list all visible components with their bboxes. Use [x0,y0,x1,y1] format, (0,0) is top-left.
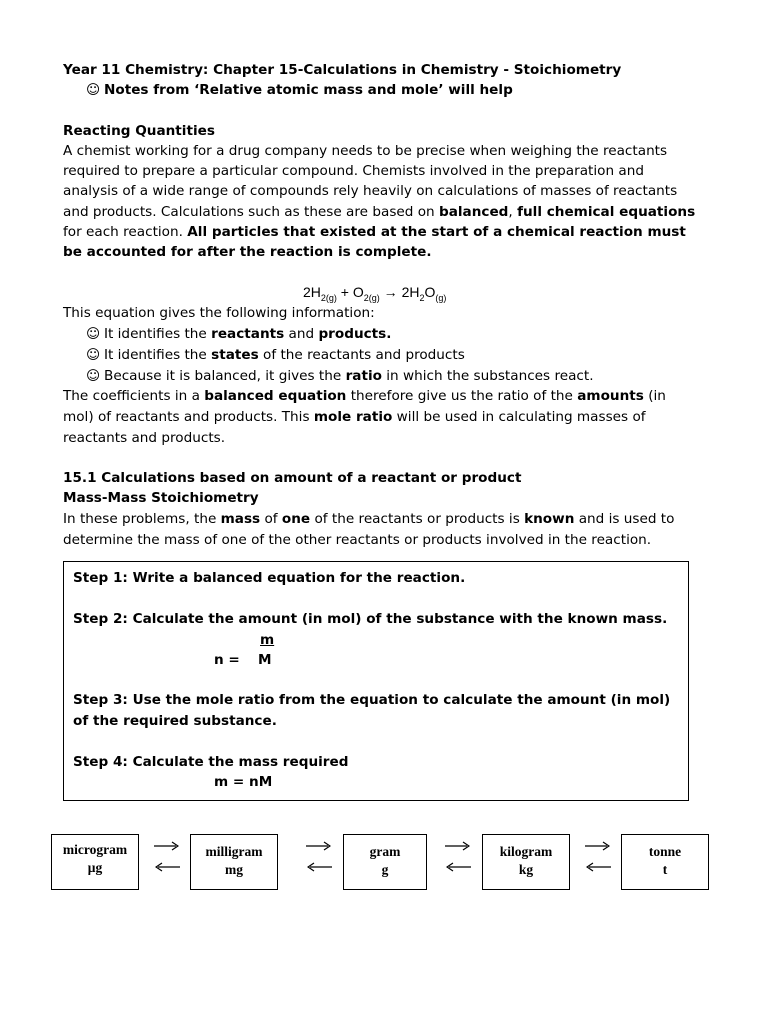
header-note: ☺ Notes from ‘Relative atomic mass and mole’ will help [86,82,513,98]
right-arrow-icon [305,841,331,851]
page-title: Year 11 Chemistry: Chapter 15-Calculations in Chemistry - Stoichiometry [63,62,622,78]
step-1: Step 1: Write a balanced equation for the reaction. [73,570,466,586]
right-arrow-icon [444,841,470,851]
reacting-line: A chemist working for a drug company needs to be precise when weighing the reactants [63,143,668,159]
left-arrow-icon [155,862,181,872]
unit-box-kilogram: kilogram kg [482,834,570,890]
section-heading: 15.1 Calculations based on amount of a reactant or product [63,470,522,486]
step-4-formula: m = nM [214,774,273,790]
info-bullet: ☺ Because it is balanced, it gives the ratio in which the substances react. [86,368,594,384]
smiley-icon: ☺ [86,347,101,363]
chemical-equation: $2H_{2(g)} + O_{2(g)} \to 2H_2O_{(g)}$ [303,284,447,303]
info-line: reactants and products. [63,430,226,446]
section-line: In these problems, the mass of one of the reactants or products is known and is used to [63,511,675,527]
unit-box-microgram: microgram μg [51,834,139,890]
unit-box-tonne: tonne t [621,834,709,890]
reacting-line: for each reaction. All particles that existed at the start of a chemical reaction must [63,224,686,240]
reacting-line: be accounted for after the reaction is complete. [63,244,432,260]
formula-numerator: m [260,632,275,648]
left-arrow-icon [586,862,612,872]
section-subheading: Mass-Mass Stoichiometry [63,490,259,506]
steps-box [63,561,689,801]
smiley-icon: ☺ [86,368,101,384]
left-arrow-icon [307,862,333,872]
info-line: The coefficients in a balanced equation therefore give us the ratio of the amounts (in [63,388,666,404]
section-line: determine the mass of one of the other reactants or products involved in the reaction. [63,532,652,548]
right-arrow-icon [584,841,610,851]
right-arrow-icon [153,841,179,851]
info-intro: This equation gives the following information: [63,305,375,321]
reacting-line: required to prepare a particular compound. Chemists involved in the preparation and [63,163,644,179]
unit-box-milligram: milligram mg [190,834,278,890]
reacting-line: analysis of a wide range of compounds rely heavily on calculations of masses of reactants [63,183,678,199]
smiley-icon: ☺ [86,82,101,98]
info-line: mol) of reactants and products. This mole ratio will be used in calculating masses of [63,409,646,425]
reacting-heading: Reacting Quantities [63,123,215,139]
step-3-cont: of the required substance. [73,713,277,729]
step-4: Step 4: Calculate the mass required [73,754,349,770]
step-3: Step 3: Use the mole ratio from the equation to calculate the amount (in mol) [73,692,671,708]
reacting-line: and products. Calculations such as these are based on balanced, full chemical equations [63,204,696,220]
smiley-icon: ☺ [86,326,101,342]
left-arrow-icon [446,862,472,872]
unit-box-gram: gram g [343,834,427,890]
formula-lhs: n = [214,652,240,668]
formula-denominator: M [258,652,272,668]
info-bullet: ☺ It identifies the reactants and products. [86,326,392,342]
step-2: Step 2: Calculate the amount (in mol) of the substance with the known mass. [73,611,668,627]
info-bullet: ☺ It identifies the states of the reactants and products [86,347,465,363]
